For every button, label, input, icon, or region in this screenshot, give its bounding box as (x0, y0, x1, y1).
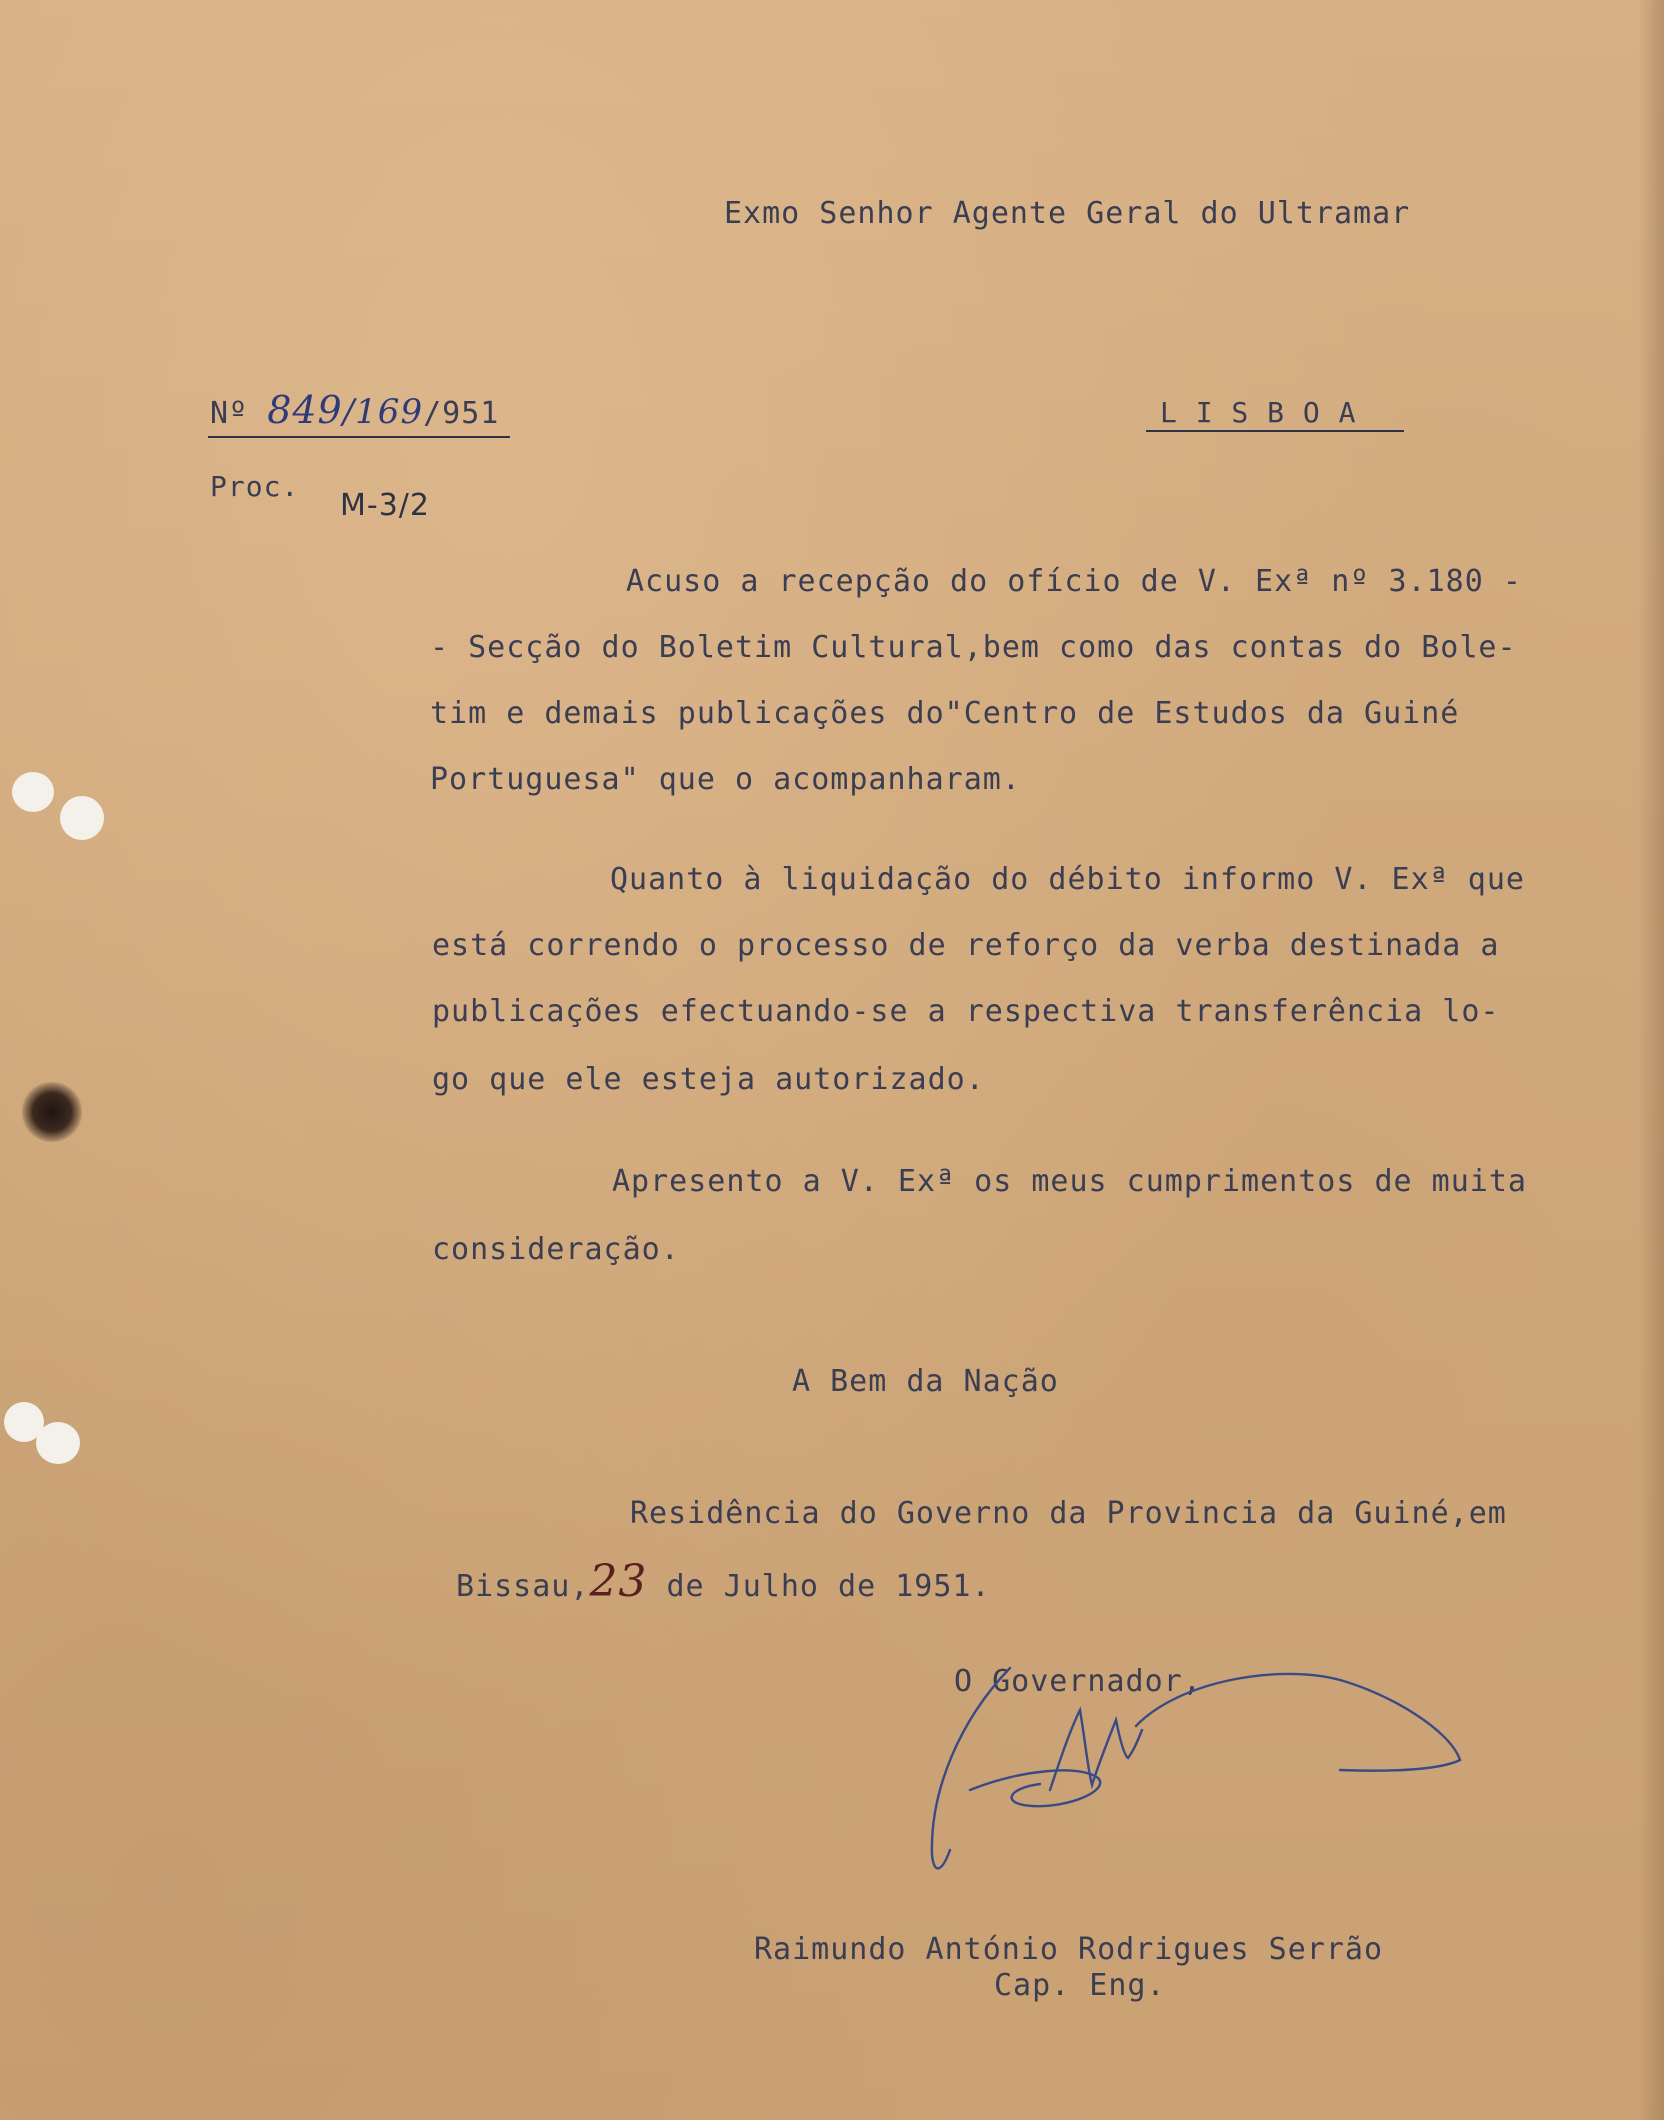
signatory-rank: Cap. Eng. (994, 1968, 1166, 2003)
punch-hole-bottom-b (36, 1422, 80, 1464)
place-date-line-2 (456, 1556, 991, 1607)
reference-handwritten-suffix: /169 (342, 392, 424, 432)
paragraph-3-line-1: Apresento a V. Exª os meus cumprimentos de muita (612, 1164, 1527, 1199)
reference-prefix: Nº (210, 396, 249, 431)
paragraph-3-line-2: consideração. (432, 1232, 680, 1267)
signatory-name: Raimundo António Rodrigues Serrão (754, 1932, 1384, 1967)
reference-handwritten-number: 849 (267, 388, 343, 432)
paragraph-1-line-3: tim e demais publicações do"Centro de Estudos da Guiné (430, 696, 1460, 731)
paragraph-2-line-4: go que ele esteja autorizado. (432, 1062, 985, 1097)
handwritten-signature (920, 1660, 1480, 1890)
punch-hole-top-a (12, 772, 54, 812)
paper-edge-shadow (1638, 0, 1664, 2120)
burn-mark (22, 1082, 82, 1142)
signatory-title: O Governador, (954, 1664, 1202, 1699)
handwritten-day: 23 (589, 1556, 648, 1607)
punch-hole-top-b (60, 796, 104, 840)
place-date-line-1: Residência do Governo da Provincia da Guiné,em (630, 1496, 1507, 1531)
place-city: Bissau, (456, 1569, 590, 1604)
paragraph-1-line-4: Portuguesa" que o acompanharam. (430, 762, 1021, 797)
destination-city: L I S B O A (1160, 396, 1357, 429)
paragraph-2-line-2: está correndo o processo de reforço da verba destinada a (432, 928, 1500, 963)
closing-salutation: A Bem da Nação (792, 1364, 1059, 1399)
date-rest: de Julho de 1951. (666, 1569, 991, 1604)
process-label: Proc. (210, 470, 300, 503)
paragraph-1-line-1: Acuso a recepção do ofício de V. Exª nº 3.180 - (626, 564, 1522, 599)
reference-underline (208, 436, 510, 438)
paragraph-1-line-2: - Secção do Boletim Cultural,bem como das contas do Bole- (430, 630, 1517, 665)
process-code: M-3/2 (340, 488, 430, 523)
paragraph-2-line-3: publicações efectuando-se a respectiva transferência lo- (432, 994, 1500, 1029)
city-underline (1146, 430, 1404, 432)
paragraph-2-line-1: Quanto à liquidação do débito informo V. Exª que (610, 862, 1525, 897)
addressee: Exmo Senhor Agente Geral do Ultramar (724, 196, 1411, 231)
reference-number (210, 388, 499, 432)
reference-year: /951 (423, 396, 500, 431)
